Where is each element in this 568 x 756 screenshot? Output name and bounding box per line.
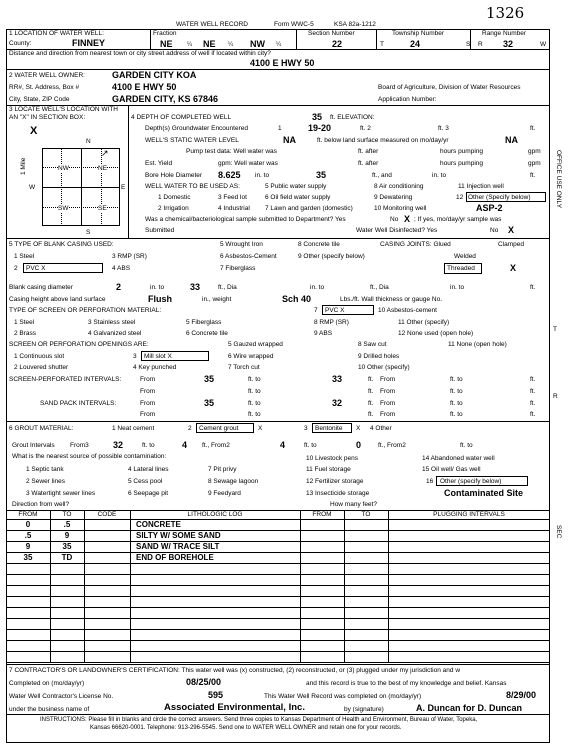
location-mark-x: X	[30, 125, 38, 137]
log-row-from: .5	[24, 531, 32, 540]
casing-to: 33	[190, 282, 201, 292]
section-7-label: 7 CONTRACTOR'S OR LANDOWNER'S CERTIFICATION: This water well was (x) constructed, (2) reconstructed, or (3) plugged under my jurisdiction and w	[9, 667, 461, 674]
signature: A. Duncan for D. Duncan	[416, 703, 523, 713]
grout-2-from: 4	[280, 440, 286, 450]
township-label: Township Number	[392, 30, 445, 37]
section-6-label: 6 GROUT MATERIAL:	[9, 425, 74, 432]
application-number-label: Application Number:	[378, 96, 437, 103]
log-row-to: 35	[62, 542, 72, 551]
log-header-4: FROM	[312, 511, 332, 518]
county-value: FINNEY	[72, 38, 106, 48]
static-level-date: NA	[505, 135, 518, 145]
range-value: 32	[503, 39, 514, 49]
log-row-description: CONCRETE	[136, 520, 181, 529]
grout-2-to: 0	[356, 440, 362, 450]
section-number-label: Section Number	[308, 30, 355, 37]
range-label: Range Number	[482, 30, 527, 37]
form-title: WATER WELL RECORD	[176, 21, 248, 28]
use-other-value: ASP-2	[476, 203, 503, 213]
fraction-2: NE	[203, 39, 216, 49]
license-number: 595	[208, 690, 224, 700]
log-header-2: CODE	[97, 511, 117, 518]
log-row-to: .5	[63, 520, 71, 529]
casing-weight: Sch 40	[282, 294, 312, 304]
owner-value: GARDEN CITY KOA	[112, 70, 197, 80]
contam-other-value: Contaminated Site	[444, 488, 524, 498]
section-1-label: 1 LOCATION OF WATER WELL:	[9, 30, 104, 37]
well-location-mark: ↗	[101, 148, 109, 158]
section-number-value: 22	[332, 39, 343, 49]
section-2-label: 2 WATER WELL OWNER:	[9, 72, 85, 79]
township-value: 24	[410, 39, 421, 49]
grout-from: 32	[113, 440, 124, 450]
static-water-level: NA	[283, 135, 296, 145]
log-header-1: TO	[62, 511, 72, 518]
casing-height: Flush	[148, 294, 172, 304]
handwritten-record-number: 1326	[486, 4, 525, 22]
log-header-0: FROM	[18, 511, 38, 518]
bore-hole-diameter: 8.625	[218, 170, 241, 180]
city-value: GARDEN CITY, KS 67846	[112, 94, 219, 104]
distance-label: Distance and direction from nearest town or city street address of well if located within city?	[9, 50, 271, 57]
log-row-description: SAND W/ TRACE SILT	[136, 542, 220, 551]
grout-to: 4	[182, 440, 188, 450]
casing-diameter: 2	[116, 282, 122, 292]
board-label: Board of Agriculture, Division of Water Resources	[378, 84, 521, 91]
section-3-label: 3 LOCATE WELL'S LOCATION WITH	[9, 106, 119, 113]
sand-pack-from: 35	[204, 398, 215, 408]
form-frame	[6, 29, 550, 743]
log-row-from: 0	[25, 520, 31, 529]
fraction-3: NW	[250, 39, 265, 49]
office-use-only-label: OFFICE USE ONLY	[555, 150, 562, 209]
log-row-from: 9	[25, 542, 31, 551]
city-label: City, State, ZIP Code	[9, 96, 70, 103]
section-4-label: 4 DEPTH OF COMPLETED WELL	[131, 114, 232, 121]
log-row-description: END OF BOREHOLE	[136, 553, 214, 562]
section-5-label: 5 TYPE OF BLANK CASING USED:	[9, 241, 114, 248]
county-label: County:	[9, 40, 32, 47]
fraction-1: NE	[160, 39, 173, 49]
log-row-to: TD	[61, 553, 73, 562]
instructions: INSTRUCTIONS: Please fill in blanks and circle the correct answers. Send three copies to Kansas Department of Health and Environment, Bureau of Water, Topeka,	[40, 717, 478, 723]
threaded-mark: X	[510, 263, 517, 273]
depth-value: 35	[312, 112, 323, 122]
address-value: 4100 E HWY 50	[112, 82, 177, 92]
sand-pack-to: 32	[332, 398, 343, 408]
log-header-3: LITHOLOGIC LOG	[187, 511, 243, 518]
business-name: Associated Environmental, Inc.	[164, 702, 305, 713]
log-row-to: 9	[64, 531, 70, 540]
log-header-5: TO	[361, 511, 371, 518]
address-label: RR#, St. Address, Box #	[9, 84, 80, 91]
groundwater-depth-1: 19-20	[308, 123, 332, 133]
log-row-from: 35	[23, 553, 33, 562]
fraction-label: Fraction	[153, 30, 177, 37]
form-number: Form WWC-5	[274, 21, 314, 28]
disinfected-no-mark: X	[508, 225, 515, 235]
log-row-description: SILTY W/ SOME SAND	[136, 531, 221, 540]
distance-value: 4100 E HWY 50	[250, 58, 315, 68]
log-header-6: PLUGGING INTERVALS	[433, 511, 505, 518]
bore-hole-depth: 35	[316, 170, 327, 180]
record-completed-date: 8/29/00	[506, 690, 537, 700]
screen-interval-to: 33	[332, 374, 343, 384]
screen-interval-from: 35	[204, 374, 215, 384]
chem-no-mark: X	[404, 214, 411, 224]
completed-date: 08/25/00	[186, 677, 222, 687]
ksa-reference: KSA 82a-1212	[334, 21, 376, 28]
